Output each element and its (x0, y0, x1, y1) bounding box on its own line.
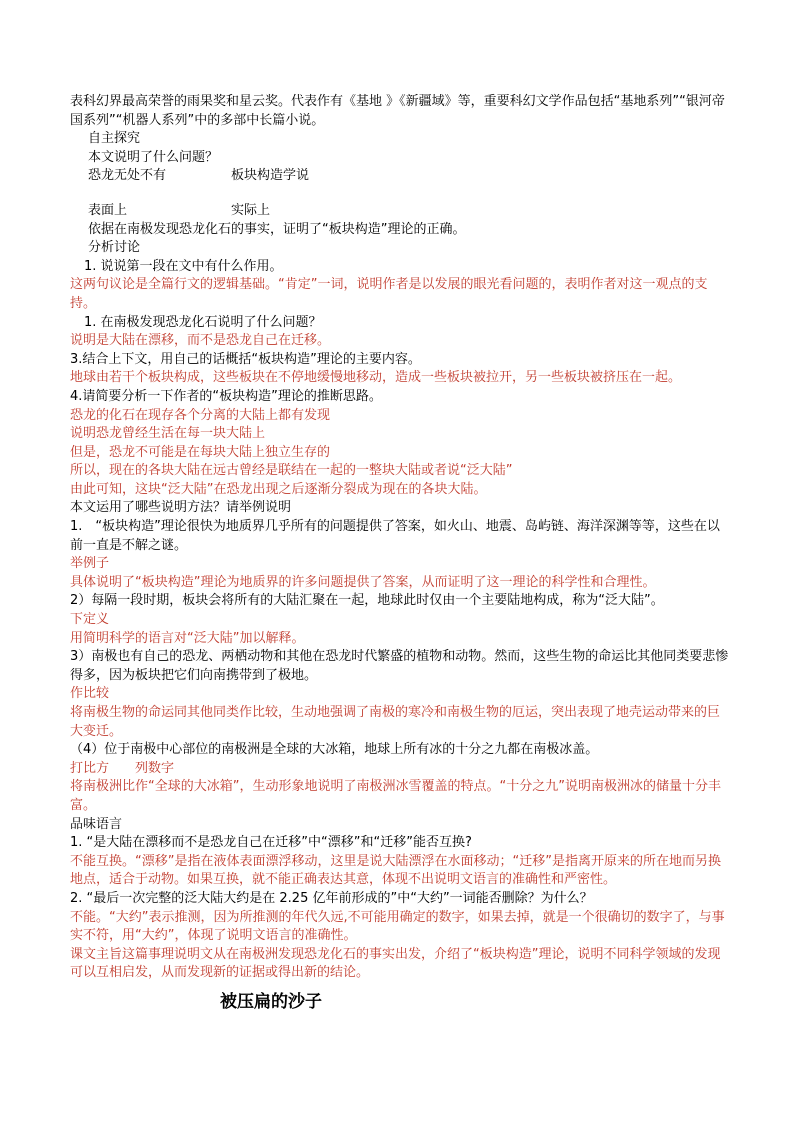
reasoning-step-4: 所以，现在的各块大陆在远古曾经是联结在一起的一整块大陆或者说“泛大陆” (70, 463, 513, 479)
method-3: 作比较 (70, 686, 110, 702)
example-4: （4）位于南极中心部位的南极洲是全球的大冰箱，地球上所有冰的十分之九都在南极冰盖。 (70, 742, 599, 758)
main-idea: 课文主旨这篇事理说明文从在南极洲发现恐龙化石的事实出发，介绍了“板块构造”理论，说明不同科学领域的发现可以互相启发，从而发现新的证据或得出新的结论。 (70, 946, 721, 981)
answer-main-issue: 依据在南极发现恐龙化石的事实，证明了“板块构造”理论的正确。 (88, 221, 466, 237)
blank-line (70, 186, 730, 202)
question-4: 4.请简要分析一下作者的“板块构造”理论的推断思路。 (70, 388, 382, 404)
diagram-row-top: 恐龙无处不有 板块构造学说 (88, 168, 310, 184)
example-2: 2）每隔一段时期，板块会将所有的大陆汇聚在一起，地球此时仅由一个主要陆地构成，称为“泛大陆”。 (70, 593, 664, 609)
reasoning-step-1: 恐龙的化石在现存各个分离的大陆上都有发现 (70, 407, 331, 423)
language-question-2: 2. “最后一次完整的泛大陆大约是在 2.25 亿年前形成的”中“大约”一词能否删除？为什么？ (70, 890, 593, 906)
method-2: 下定义 (70, 612, 110, 628)
reasoning-step-5: 由此可知，这块“泛大陆”在恐龙出现之后逐渐分裂成为现在的各块大陆。 (70, 481, 487, 497)
reasoning-step-3: 但是，恐龙不可能是在每块大陆上独立生存的 (70, 444, 331, 460)
section-title: 被压扁的沙子 (220, 991, 322, 1012)
diagram-row-bottom: 表面上 实际上 (88, 202, 271, 218)
method-1: 举例子 (70, 556, 110, 572)
answer-1: 这两句议论是全篇行文的逻辑基础。“肯定”一词，说明作者是以发展的眼光看问题的，表明作者对这一观点的支持。 (70, 277, 708, 311)
language-question-1: 1. “是大陆在漂移而不是恐龙自己在迁移”中“漂移”和“迁移”能否互换? (70, 835, 472, 851)
method-2-explanation: 用简明科学的语言对“泛大陆”加以解释。 (70, 630, 305, 646)
reasoning-step-2: 说明恐龙曾经生活在每一块大陆上 (70, 426, 266, 442)
language-answer-2: 不能。“大约”表示推测，因为所推测的年代久远,不可能用确定的数字，如果去掉，就是一个很确切的数字了，与事实不符，用“大约”，体现了说明文语言的准确性。 (70, 909, 725, 944)
heading-analysis: 分析讨论 (88, 240, 141, 256)
method-4-explanation: 将南极洲比作“全球的大冰箱”，生动形象地说明了南极洲冰雪覆盖的特点。“十分之九”说明南极洲冰的储量十分丰富。 (70, 779, 721, 813)
language-answer-1: 不能互换。“漂移”是指在液体表面漂浮移动，这里是说大陆漂浮在水面移动；“迁移”是指离开原来的所在地而另换地点，适合于动物。如果互换，就不能正确表达其意，体现不出说明文语言的准确性和严密性。 (70, 853, 721, 888)
method-3-explanation: 将南极生物的命运同其他同类作比较，生动地强调了南极的寒冷和南极生物的厄运，突出表现了地壳运动带来的巨大变迁。 (70, 705, 721, 739)
heading-self-inquiry: 自主探究 (88, 131, 141, 147)
question-2: 1. 在南极发现恐龙化石说明了什么问题？ (84, 314, 322, 330)
intro-paragraph: 表科幻界最高荣誉的雨果奖和星云奖。代表作有《基地 》《新疆域》等，重要科幻文学作品包括“基地系列”“银河帝国系列”“机器人系列”中的多部中长篇小说。 (70, 94, 725, 128)
method-1-explanation: 具体说明了“板块构造”理论为地质界的许多问题提供了答案，从而证明了这一理论的科学性和合理性。 (70, 574, 656, 590)
answer-2: 说明是大陆在漂移，而不是恐龙自己在迁移。 (70, 333, 331, 349)
method-4: 打比方 列数字 (70, 760, 175, 776)
example-1: 1. “板块构造”理论很快为地质界几乎所有的问题提供了答案，如火山、地震、岛屿链、海洋深渊等等，这些在以前一直是不解之谜。 (70, 519, 720, 553)
answer-3: 地球由若干个板块构成，这些板块在不停地缓慢地移动，造成一些板块被拉开，另一些板块被挤压在一起。 (70, 370, 682, 386)
heading-language: 品味语言 (70, 816, 123, 832)
document-body (70, 93, 730, 1012)
question-main-issue: 本文说明了什么问题？ (88, 149, 219, 165)
question-methods: 本文运用了哪些说明方法？请举例说明 (70, 500, 292, 516)
example-3: 3）南极也有自己的恐龙、两栖动物和其他在恐龙时代繁盛的植物和动物。然而，这些生物的命运比其他同类要悲惨得多，因为板块把它们向南携带到了极地。 (70, 649, 729, 683)
question-3: 3.结合上下文，用自己的话概括“板块构造”理论的主要内容。 (70, 351, 421, 367)
question-1: 1. 说说第一段在文中有什么作用。 (84, 258, 283, 274)
